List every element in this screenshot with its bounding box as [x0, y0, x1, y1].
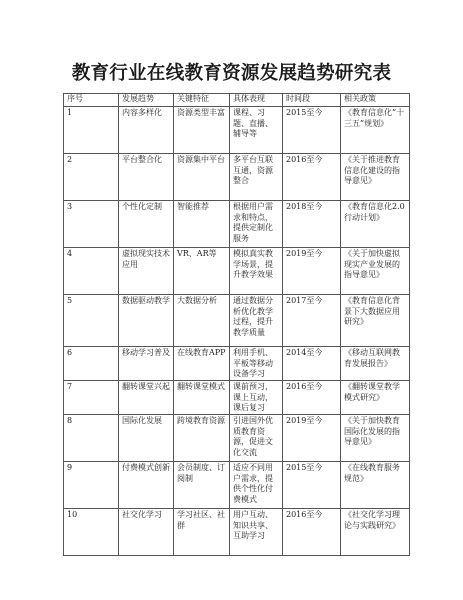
- cell-form: 利用手机、平板等移动设备学习: [230, 347, 283, 381]
- cell-policy: 《关于加快教育国际化发展的指导意见》: [341, 415, 410, 462]
- cell-trend: 翻转课堂兴起: [119, 381, 174, 415]
- cell-no: 5: [64, 295, 119, 347]
- cell-no: 1: [64, 107, 119, 154]
- cell-policy: 《教育信息化背景下大数据应用研究》: [341, 295, 410, 347]
- table-row: [64, 381, 410, 415]
- header-policy: 相关政策: [341, 94, 410, 107]
- cell-trend: 个性化定制: [119, 201, 174, 248]
- cell-period: 2018至今: [283, 201, 341, 248]
- table-row: [64, 248, 410, 295]
- cell-period: 2016至今: [283, 154, 341, 201]
- cell-feature: 在线教育APP: [174, 347, 230, 381]
- table-row: [64, 107, 410, 154]
- cell-feature: 会员制度、订阅制: [174, 462, 230, 509]
- cell-period: 2015至今: [283, 107, 341, 154]
- cell-period: 2014至今: [283, 347, 341, 381]
- cell-form: 通过数据分析优化教学过程，提升教学质量: [230, 295, 283, 347]
- cell-form: 适应不同用户需求，提供个性化付费模式: [230, 462, 283, 509]
- table-row: [64, 201, 410, 248]
- cell-feature: 智能推荐: [174, 201, 230, 248]
- header-period: 时间段: [283, 94, 341, 107]
- cell-period: 2017至今: [283, 295, 341, 347]
- header-trend: 发展趋势: [119, 94, 174, 107]
- table-row: [64, 415, 410, 462]
- cell-trend: 内容多样化: [119, 107, 174, 154]
- cell-trend: 虚拟现实技术应用: [119, 248, 174, 295]
- cell-feature: 学习社区、社群: [174, 509, 230, 556]
- cell-feature: 翻转课堂模式: [174, 381, 230, 415]
- cell-trend: 平台整合化: [119, 154, 174, 201]
- cell-form: 课程、习题、直播、辅导等: [230, 107, 283, 154]
- header-no: 序号: [64, 94, 119, 107]
- cell-form: 课前预习，课上互动，课后复习: [230, 381, 283, 415]
- cell-policy: 《移动互联网教育发展报告》: [341, 347, 410, 381]
- cell-policy: 《教育信息化“十三五”规划》: [341, 107, 410, 154]
- cell-form: 根据用户需求和特点，提供定制化服务: [230, 201, 283, 248]
- table-row: [64, 295, 410, 347]
- table-row: [64, 462, 410, 509]
- header-feature: 关键特征: [174, 94, 230, 107]
- cell-no: 10: [64, 509, 119, 556]
- header-form: 具体表现: [230, 94, 283, 107]
- cell-trend: 移动学习普及: [119, 347, 174, 381]
- cell-form: 模拟真实教学场景，提升教学效果: [230, 248, 283, 295]
- cell-policy: 《教育信息化2.0行动计划》: [341, 201, 410, 248]
- cell-feature: VR、AR等: [174, 248, 230, 295]
- cell-trend: 付费模式创新: [119, 462, 174, 509]
- cell-no: 6: [64, 347, 119, 381]
- cell-period: 2019至今: [283, 415, 341, 462]
- cell-policy: 《关于推进教育信息化建设的指导意见》: [341, 154, 410, 201]
- cell-trend: 数据驱动教学: [119, 295, 174, 347]
- cell-form: 多平台互联互通，资源整合: [230, 154, 283, 201]
- cell-period: 2019至今: [283, 248, 341, 295]
- cell-policy: 《社交化学习理论与实践研究》: [341, 509, 410, 556]
- cell-no: 8: [64, 415, 119, 462]
- cell-no: 9: [64, 462, 119, 509]
- cell-feature: 资源集中平台: [174, 154, 230, 201]
- table-row: [64, 347, 410, 381]
- page-title: 教育行业在线教育资源发展趋势研究表: [71, 63, 392, 84]
- cell-period: 2016至今: [283, 381, 341, 415]
- cell-period: 2015至今: [283, 462, 341, 509]
- trend-table: [63, 93, 410, 556]
- cell-no: 3: [64, 201, 119, 248]
- cell-form: 引进国外优质教育资源，促进文化交流: [230, 415, 283, 462]
- cell-feature: 资源类型丰富: [174, 107, 230, 154]
- table-header-row: [64, 94, 410, 107]
- cell-policy: 《关于加快虚拟现实产业发展的指导意见》: [341, 248, 410, 295]
- table-row: [64, 154, 410, 201]
- cell-feature: 大数据分析: [174, 295, 230, 347]
- cell-trend: 社交化学习: [119, 509, 174, 556]
- cell-no: 2: [64, 154, 119, 201]
- cell-form: 用户互动、知识共享、互助学习: [230, 509, 283, 556]
- cell-trend: 国际化发展: [119, 415, 174, 462]
- table-row: [64, 509, 410, 556]
- cell-no: 7: [64, 381, 119, 415]
- cell-feature: 跨境教育资源: [174, 415, 230, 462]
- cell-period: 2016至今: [283, 509, 341, 556]
- cell-policy: 《在线教育服务规范》: [341, 462, 410, 509]
- cell-policy: 《翻转课堂教学模式研究》: [341, 381, 410, 415]
- cell-no: 4: [64, 248, 119, 295]
